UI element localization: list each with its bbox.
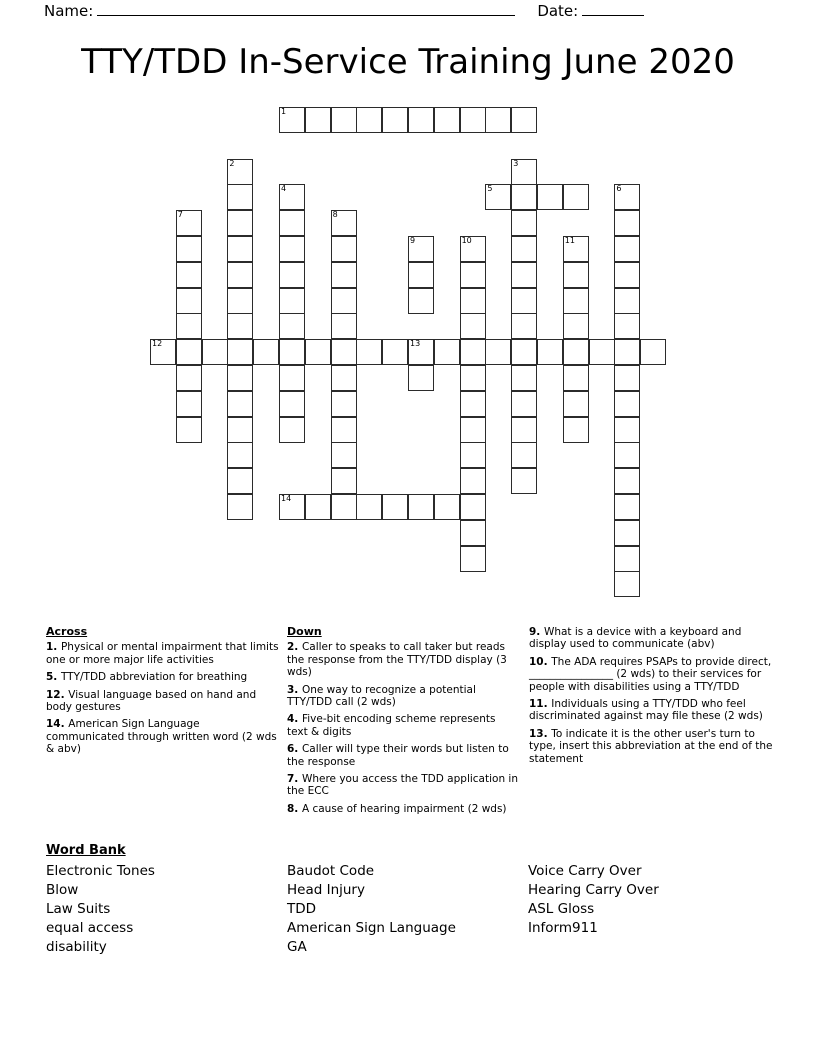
crossword-cell[interactable]	[614, 365, 640, 391]
word-bank-item: Inform911	[528, 920, 598, 936]
across-clue	[46, 689, 279, 714]
crossword-cell[interactable]	[563, 262, 589, 288]
crossword-cell[interactable]	[614, 417, 640, 443]
crossword-cell[interactable]	[511, 391, 537, 417]
crossword-cell[interactable]	[331, 417, 357, 443]
crossword-cell[interactable]	[614, 210, 640, 236]
date-label: Date:	[537, 2, 579, 20]
crossword-cell[interactable]	[614, 313, 640, 339]
down-continued-clue-list	[529, 626, 777, 765]
crossword-cell[interactable]	[537, 339, 563, 365]
crossword-cell[interactable]	[614, 262, 640, 288]
clue-number: 1.	[46, 641, 61, 654]
crossword-cell[interactable]	[279, 391, 305, 417]
crossword-cell[interactable]	[305, 107, 331, 133]
down-clue	[287, 803, 519, 815]
crossword-cell[interactable]	[227, 417, 253, 443]
word-bank-item: Voice Carry Over	[528, 863, 642, 879]
crossword-cell[interactable]	[460, 262, 486, 288]
name-label: Name:	[44, 2, 94, 20]
word-bank-item: Electronic Tones	[46, 863, 155, 879]
crossword-cell[interactable]	[460, 313, 486, 339]
clue-number: 2.	[287, 641, 302, 654]
crossword-cell[interactable]	[279, 313, 305, 339]
cell-number: 3	[513, 158, 519, 168]
crossword-cell[interactable]	[305, 494, 331, 520]
clue-text: What is a device with a keyboard and display used to communicate (abv)	[529, 626, 742, 651]
crossword-cell[interactable]	[382, 107, 408, 133]
cell-number: 11	[564, 236, 575, 245]
clue-text: Five-bit encoding scheme represents text & digits	[287, 713, 496, 738]
crossword-cell[interactable]	[279, 236, 305, 262]
crossword-cell[interactable]	[434, 339, 460, 365]
across-clue	[46, 718, 279, 755]
clue-number: 12.	[46, 688, 69, 701]
crossword-cell[interactable]	[253, 339, 279, 365]
crossword-cell[interactable]	[460, 236, 486, 262]
word-bank-item: Head Injury	[287, 882, 365, 898]
crossword-cell[interactable]	[460, 520, 486, 546]
crossword-cell[interactable]	[511, 262, 537, 288]
crossword-cell[interactable]	[227, 391, 253, 417]
clue-number: 3.	[287, 683, 302, 696]
crossword-cell[interactable]	[460, 365, 486, 391]
crossword-cell[interactable]	[640, 339, 666, 365]
crossword-cell[interactable]	[563, 339, 589, 365]
clue-number: 5.	[46, 671, 61, 684]
crossword-cell[interactable]	[563, 313, 589, 339]
cell-number: 10	[461, 236, 472, 245]
crossword-cell[interactable]	[279, 417, 305, 443]
across-clue-list	[46, 641, 279, 755]
crossword-cell[interactable]	[614, 468, 640, 494]
word-bank-column	[287, 862, 528, 957]
word-bank-item: Hearing Carry Over	[528, 882, 659, 898]
crossword-cell[interactable]	[460, 288, 486, 314]
crossword-cell[interactable]	[202, 339, 228, 365]
word-bank-column	[46, 862, 287, 957]
clue-text: Caller will type their words but listen to the response	[287, 743, 509, 768]
crossword-cell[interactable]	[279, 107, 305, 133]
clue-text: To indicate it is the other user's turn to type, insert this abbreviation at the end of the statement	[529, 727, 773, 765]
clue-number: 9.	[529, 626, 544, 638]
word-bank-item: disability	[46, 939, 107, 955]
clue-text: Where you access the TDD application in the ECC	[287, 773, 519, 798]
across-clue	[46, 671, 279, 683]
crossword-cell[interactable]	[537, 184, 563, 210]
down-heading: Down	[287, 625, 322, 638]
crossword-cell[interactable]	[511, 107, 537, 133]
crossword-cell[interactable]	[227, 236, 253, 262]
crossword-cell[interactable]	[331, 313, 357, 339]
down-clue	[287, 684, 519, 709]
clues-section	[0, 626, 816, 836]
word-bank-item: American Sign Language	[287, 920, 456, 936]
crossword-cell[interactable]	[331, 210, 357, 236]
word-bank-item: TDD	[287, 901, 317, 917]
word-bank-heading: Word Bank	[46, 843, 126, 858]
crossword-cell[interactable]	[434, 107, 460, 133]
clue-text: American Sign Language communicated through written word (2 wds & abv)	[46, 718, 277, 756]
crossword-cell[interactable]	[563, 365, 589, 391]
word-bank	[46, 843, 786, 957]
crossword-cell[interactable]	[331, 236, 357, 262]
crossword-cell[interactable]	[408, 236, 434, 262]
word-bank-item: Law Suits	[46, 901, 111, 917]
crossword-cell[interactable]	[511, 468, 537, 494]
crossword-cell[interactable]	[227, 339, 253, 365]
clue-text: Caller to speaks to call taker but reads the response from the TTY/TDD display (3 wds)	[287, 641, 507, 679]
crossword-cell[interactable]	[460, 107, 486, 133]
crossword-cell[interactable]	[176, 262, 202, 288]
clue-text: Visual language based on hand and body gestures	[46, 688, 257, 714]
clue-number: 10.	[529, 655, 552, 668]
down-clue	[529, 656, 777, 693]
cell-number: 12	[152, 339, 163, 349]
crossword-cell[interactable]	[485, 339, 511, 365]
crossword-cell[interactable]	[279, 184, 305, 210]
crossword-cell[interactable]	[305, 339, 331, 365]
crossword-cell[interactable]	[227, 494, 253, 520]
crossword-cell[interactable]	[460, 468, 486, 494]
crossword-cell[interactable]	[176, 210, 202, 236]
down-clue-list	[287, 641, 519, 815]
crossword-cell[interactable]	[511, 442, 537, 468]
crossword-cell[interactable]	[485, 184, 511, 210]
cell-number: 1	[281, 107, 287, 116]
across-heading: Across	[46, 625, 88, 638]
crossword-cell[interactable]	[279, 365, 305, 391]
page-title: TTY/TDD In-Service Training June 2020	[81, 42, 735, 82]
crossword-cell[interactable]	[460, 391, 486, 417]
down-clue	[287, 713, 519, 738]
crossword-cell[interactable]	[408, 339, 434, 365]
clue-number: 4.	[287, 713, 302, 726]
crossword-cell[interactable]	[460, 417, 486, 443]
crossword-cell[interactable]	[356, 107, 382, 133]
crossword-cell[interactable]	[408, 262, 434, 288]
crossword-cell[interactable]	[331, 365, 357, 391]
down-clue	[287, 743, 519, 768]
crossword-cell[interactable]	[279, 262, 305, 288]
crossword-cell[interactable]	[511, 365, 537, 391]
crossword-cell[interactable]	[227, 365, 253, 391]
crossword-cell[interactable]	[511, 210, 537, 236]
crossword-cell[interactable]	[511, 288, 537, 314]
crossword-cell[interactable]	[279, 494, 305, 520]
clues-across-column	[46, 626, 279, 761]
crossword-cell[interactable]	[382, 339, 408, 365]
crossword-cell[interactable]	[485, 107, 511, 133]
crossword-cell[interactable]	[563, 417, 589, 443]
down-clue	[529, 698, 777, 723]
word-bank-item: ASL Gloss	[528, 901, 595, 917]
crossword-cell[interactable]	[227, 442, 253, 468]
crossword-cell[interactable]	[408, 365, 434, 391]
clue-number: 6.	[287, 743, 302, 756]
crossword-cell[interactable]	[614, 236, 640, 262]
clue-text: Individuals using a TTY/TDD who feel discriminated against may file these (2 wds)	[529, 698, 763, 723]
crossword-cell[interactable]	[563, 184, 589, 210]
crossword-cell[interactable]	[331, 339, 357, 365]
word-bank-columns	[46, 862, 786, 957]
crossword-cell[interactable]	[511, 417, 537, 443]
crossword-cell[interactable]	[408, 494, 434, 520]
crossword-cell[interactable]	[614, 571, 640, 597]
crossword-cell[interactable]	[356, 494, 382, 520]
clues-down-column	[287, 626, 519, 820]
crossword-cell[interactable]	[331, 107, 357, 133]
crossword-cell[interactable]	[460, 339, 486, 365]
crossword-cell[interactable]	[227, 313, 253, 339]
crossword-cell[interactable]	[176, 288, 202, 314]
down-clue	[529, 626, 777, 651]
crossword-cell[interactable]	[511, 313, 537, 339]
cell-number: 4	[281, 184, 287, 194]
crossword-cell[interactable]	[279, 339, 305, 365]
crossword-cell[interactable]	[176, 417, 202, 443]
clue-number: 14.	[46, 718, 69, 731]
crossword-cell[interactable]	[176, 391, 202, 417]
crossword-cell[interactable]	[460, 442, 486, 468]
crossword-cell[interactable]	[176, 313, 202, 339]
cell-number: 7	[177, 210, 183, 220]
cell-number: 8	[332, 210, 338, 220]
clue-text: The ADA requires PSAPs to provide direct, ________________ (2 wds) to their services for people with disabilities using a TTY/TDD	[529, 655, 772, 693]
crossword-cell[interactable]	[511, 236, 537, 262]
crossword-cell[interactable]	[589, 339, 615, 365]
clues-down-continued-column	[529, 626, 777, 770]
crossword-cell[interactable]	[227, 159, 253, 185]
word-bank-column	[528, 862, 769, 957]
crossword-cell[interactable]	[382, 494, 408, 520]
crossword-cell[interactable]	[356, 339, 382, 365]
crossword-cell[interactable]	[511, 339, 537, 365]
crossword-cell[interactable]	[614, 494, 640, 520]
crossword-cell[interactable]	[331, 468, 357, 494]
word-bank-item: GA	[287, 939, 307, 955]
cell-number: 9	[410, 236, 416, 245]
clue-text: One way to recognize a potential TTY/TDD call (2 wds)	[287, 683, 476, 709]
clue-number: 7.	[287, 773, 302, 786]
crossword-cell[interactable]	[563, 391, 589, 417]
cell-number: 2	[229, 158, 235, 168]
crossword-cell[interactable]	[279, 288, 305, 314]
cell-number: 14	[281, 494, 292, 503]
crossword-cell[interactable]	[227, 468, 253, 494]
crossword-cell[interactable]	[511, 184, 537, 210]
crossword-cell[interactable]	[227, 210, 253, 236]
crossword-cell[interactable]	[614, 520, 640, 546]
crossword-cell[interactable]	[331, 288, 357, 314]
crossword-cell[interactable]	[176, 236, 202, 262]
crossword-cell[interactable]	[331, 262, 357, 288]
crossword-cell[interactable]	[227, 288, 253, 314]
crossword-cell[interactable]	[176, 365, 202, 391]
crossword-cell[interactable]	[331, 391, 357, 417]
word-bank-item: equal access	[46, 920, 134, 936]
down-clue	[287, 641, 519, 678]
crossword-cell[interactable]	[460, 546, 486, 572]
crossword-cell[interactable]	[434, 494, 460, 520]
across-clue	[46, 641, 279, 666]
clue-number: 13.	[529, 727, 552, 740]
crossword-cell[interactable]	[227, 184, 253, 210]
crossword-cell[interactable]	[331, 442, 357, 468]
crossword-cell[interactable]	[563, 236, 589, 262]
clue-text: TTY/TDD abbreviation for breathing	[60, 671, 248, 684]
word-bank-item: Blow	[46, 882, 79, 898]
clue-number: 11.	[529, 698, 552, 711]
cell-number: 13	[410, 339, 421, 349]
clue-text: A cause of hearing impairment (2 wds)	[301, 802, 507, 815]
crossword-cell[interactable]	[614, 391, 640, 417]
crossword-cell[interactable]	[563, 288, 589, 314]
cell-number: 6	[616, 184, 622, 194]
down-clue	[287, 773, 519, 798]
crossword-cell[interactable]	[460, 494, 486, 520]
crossword-cell[interactable]	[614, 442, 640, 468]
crossword-cell[interactable]	[408, 107, 434, 133]
crossword-cell[interactable]	[614, 546, 640, 572]
crossword-cell[interactable]	[511, 159, 537, 185]
crossword-cell[interactable]	[279, 210, 305, 236]
word-bank-item: Baudot Code	[287, 863, 375, 879]
crossword-cell[interactable]	[176, 339, 202, 365]
crossword-cell[interactable]	[614, 288, 640, 314]
cell-number: 5	[487, 184, 493, 194]
crossword-cell[interactable]	[614, 184, 640, 210]
crossword-cell[interactable]	[408, 288, 434, 314]
clue-text: Physical or mental impairment that limits one or more major life activities	[46, 641, 279, 666]
down-clue	[529, 728, 777, 765]
crossword-cell[interactable]	[331, 494, 357, 520]
clue-number: 8.	[287, 802, 302, 815]
crossword-cell[interactable]	[227, 262, 253, 288]
crossword-cell[interactable]	[150, 339, 176, 365]
crossword-cell[interactable]	[614, 339, 640, 365]
